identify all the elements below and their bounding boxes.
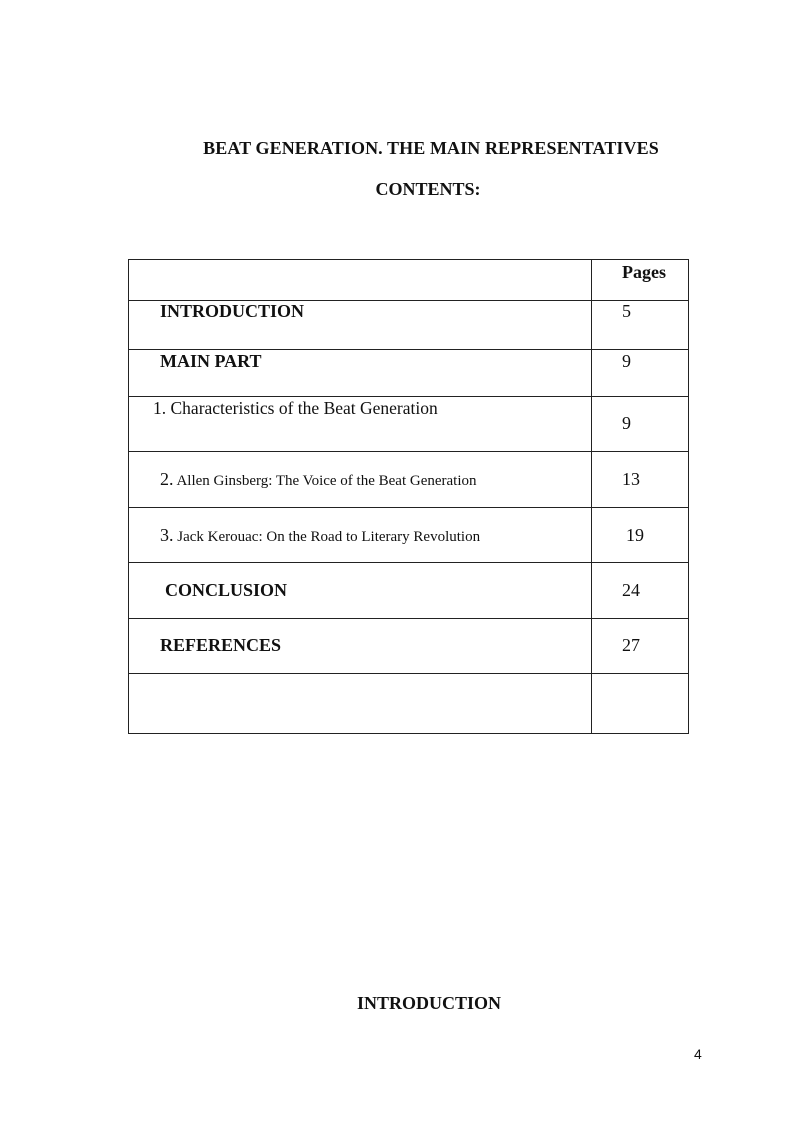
row-divider	[129, 562, 688, 563]
toc-page-characteristics: 9	[622, 413, 631, 433]
toc-page-ginsberg: 13	[622, 469, 640, 489]
section-heading-introduction: INTRODUCTION	[356, 993, 502, 1013]
toc-page-conclusion: 24	[622, 580, 640, 600]
table-of-contents	[128, 259, 689, 734]
row-divider	[129, 396, 688, 397]
contents-heading: CONTENTS:	[375, 179, 481, 199]
toc-entry-kerouac	[160, 525, 480, 546]
toc-page-introduction: 5	[622, 301, 631, 321]
column-divider	[591, 260, 592, 733]
row-divider	[129, 618, 688, 619]
toc-entry-main-part: MAIN PART	[160, 351, 262, 371]
toc-entry-title: Allen Ginsberg: The Voice of the Beat Generation	[176, 473, 477, 489]
toc-entry-title: Jack Kerouac: On the Road to Literary Revolution	[177, 529, 481, 545]
toc-entry-conclusion: CONCLUSION	[165, 580, 288, 600]
toc-entry-characteristics: 1. Characteristics of the Beat Generation	[153, 398, 438, 418]
toc-page-main-part: 9	[622, 351, 631, 371]
row-divider	[129, 451, 688, 452]
toc-entry-number: 3.	[160, 525, 174, 545]
row-divider	[129, 507, 688, 508]
toc-entry-number: 2.	[160, 469, 174, 489]
toc-entry-introduction: INTRODUCTION	[160, 301, 305, 321]
document-title: BEAT GENERATION. THE MAIN REPRESENTATIVES	[203, 138, 659, 158]
toc-page-references: 27	[622, 635, 640, 655]
toc-page-kerouac: 19	[626, 525, 644, 545]
page-number: 4	[694, 1046, 702, 1062]
toc-entry-references: REFERENCES	[160, 635, 282, 655]
row-divider	[129, 673, 688, 674]
row-divider	[129, 349, 688, 350]
pages-column-header: Pages	[622, 262, 666, 282]
toc-entry-ginsberg	[160, 469, 477, 490]
